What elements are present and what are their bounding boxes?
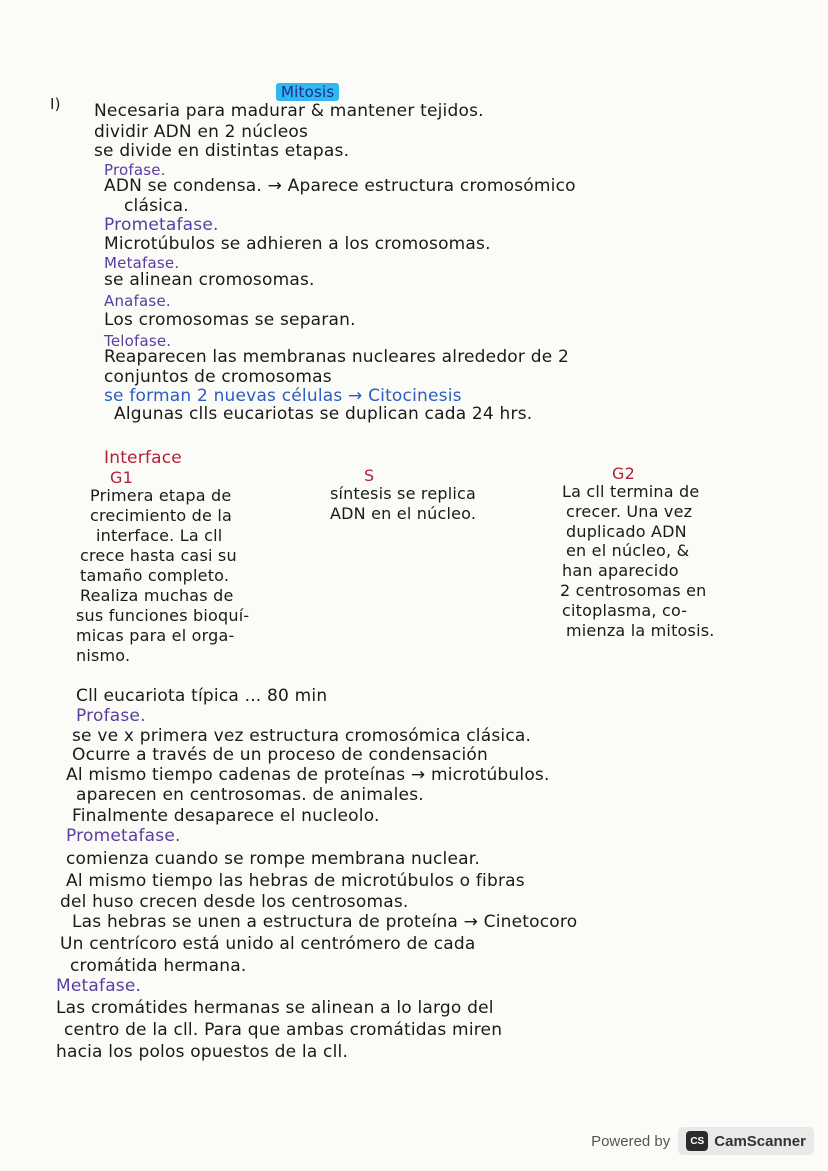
g2-line: en el núcleo, & — [566, 541, 690, 560]
phase-heading: Prometafase. — [66, 826, 181, 846]
g2-line: han aparecido — [562, 561, 679, 580]
g1-line: crece hasta casi su — [80, 546, 237, 565]
g2-line: citoplasma, co- — [562, 601, 688, 620]
note-line: Los cromosomas se separan. — [104, 310, 356, 330]
note-line: Las hebras se unen a estructura de proteína → Cinetocoro — [72, 912, 578, 932]
camscanner-name: CamScanner — [714, 1132, 806, 1150]
g2-line: crecer. Una vez — [566, 502, 693, 521]
g1-line: micas para el orga- — [76, 626, 235, 645]
s-label: S — [364, 466, 375, 485]
note-line: Algunas clls eucariotas se duplican cada 24 hrs. — [114, 404, 533, 424]
note-line: conjuntos de cromosomas — [104, 367, 332, 387]
note-line: cromátida hermana. — [70, 956, 247, 976]
phase-heading: Profase. — [76, 706, 146, 726]
g2-line: La cll termina de — [562, 482, 700, 501]
powered-by-text: Powered by — [591, 1132, 671, 1150]
note-line: Microtúbulos se adhieren a los cromosomas. — [104, 234, 491, 254]
g2-line: duplicado ADN — [566, 522, 687, 541]
note-line: Necesaria para madurar & mantener tejidos. — [94, 101, 484, 121]
note-line: Finalmente desaparece el nucleolo. — [72, 806, 380, 826]
phase-heading: Metafase. — [56, 976, 142, 996]
note-line: Reaparecen las membranas nucleares alrededor de 2 — [104, 347, 569, 367]
g1-line: tamaño completo. — [80, 566, 230, 585]
g2-label: G2 — [612, 464, 635, 483]
note-line: clásica. — [124, 196, 189, 216]
note-line: Ocurre a través de un proceso de condensación — [72, 745, 488, 765]
note-line: aparecen en centrosomas. de animales. — [76, 785, 424, 805]
g1-line: interface. La cll — [96, 526, 223, 545]
note-line: dividir ADN en 2 núcleos — [94, 122, 309, 142]
page-title: Mitosis — [276, 82, 339, 102]
g2-line: mienza la mitosis. — [566, 621, 715, 640]
interface-title: Interface — [104, 448, 182, 468]
g1-line: nismo. — [76, 646, 131, 665]
g1-line: Realiza muchas de — [80, 586, 234, 605]
note-line: se divide en distintas etapas. — [94, 141, 350, 161]
note-line: ADN se condensa. → Aparece estructura cromosómico — [104, 176, 576, 196]
note-line: comienza cuando se rompe membrana nuclear. — [66, 849, 480, 869]
note-line: Las cromátides hermanas se alinean a lo largo del — [56, 998, 494, 1018]
note-line: centro de la cll. Para que ambas cromátidas miren — [64, 1020, 503, 1040]
note-line: se alinean cromosomas. — [104, 270, 315, 290]
note-line: hacia los polos opuestos de la cll. — [56, 1042, 349, 1062]
phase-heading: Telofase. — [104, 332, 172, 350]
s-line: ADN en el núcleo. — [330, 504, 477, 523]
camscanner-logo — [678, 1127, 814, 1155]
camscanner-icon: CS — [686, 1131, 708, 1151]
phase-heading: Prometafase. — [104, 215, 219, 235]
g1-line: sus funciones bioquí- — [76, 606, 250, 625]
note-line: del huso crecen desde los centrosomas. — [60, 892, 409, 912]
g1-line: Primera etapa de — [90, 486, 232, 505]
note-line-highlighted: se forman 2 nuevas células → Citocinesis — [104, 386, 462, 406]
camscanner-watermark — [591, 1124, 814, 1158]
note-line: Cll eucariota típica ... 80 min — [76, 686, 328, 706]
note-line: Al mismo tiempo cadenas de proteínas → microtúbulos. — [66, 765, 550, 785]
note-line: Al mismo tiempo las hebras de microtúbulos o fibras — [66, 871, 525, 891]
phase-heading: Profase. — [104, 161, 166, 179]
s-line: síntesis se replica — [330, 484, 477, 503]
g1-line: crecimiento de la — [90, 506, 233, 525]
margin-mark: I) — [50, 95, 61, 113]
phase-heading: Metafase. — [104, 254, 180, 272]
g2-line: 2 centrosomas en — [560, 581, 707, 600]
note-line: se ve x primera vez estructura cromosómica clásica. — [72, 726, 532, 746]
g1-label: G1 — [110, 468, 133, 487]
phase-heading: Anafase. — [104, 292, 171, 310]
note-line: Un centrícoro está unido al centrómero de cada — [60, 934, 476, 954]
